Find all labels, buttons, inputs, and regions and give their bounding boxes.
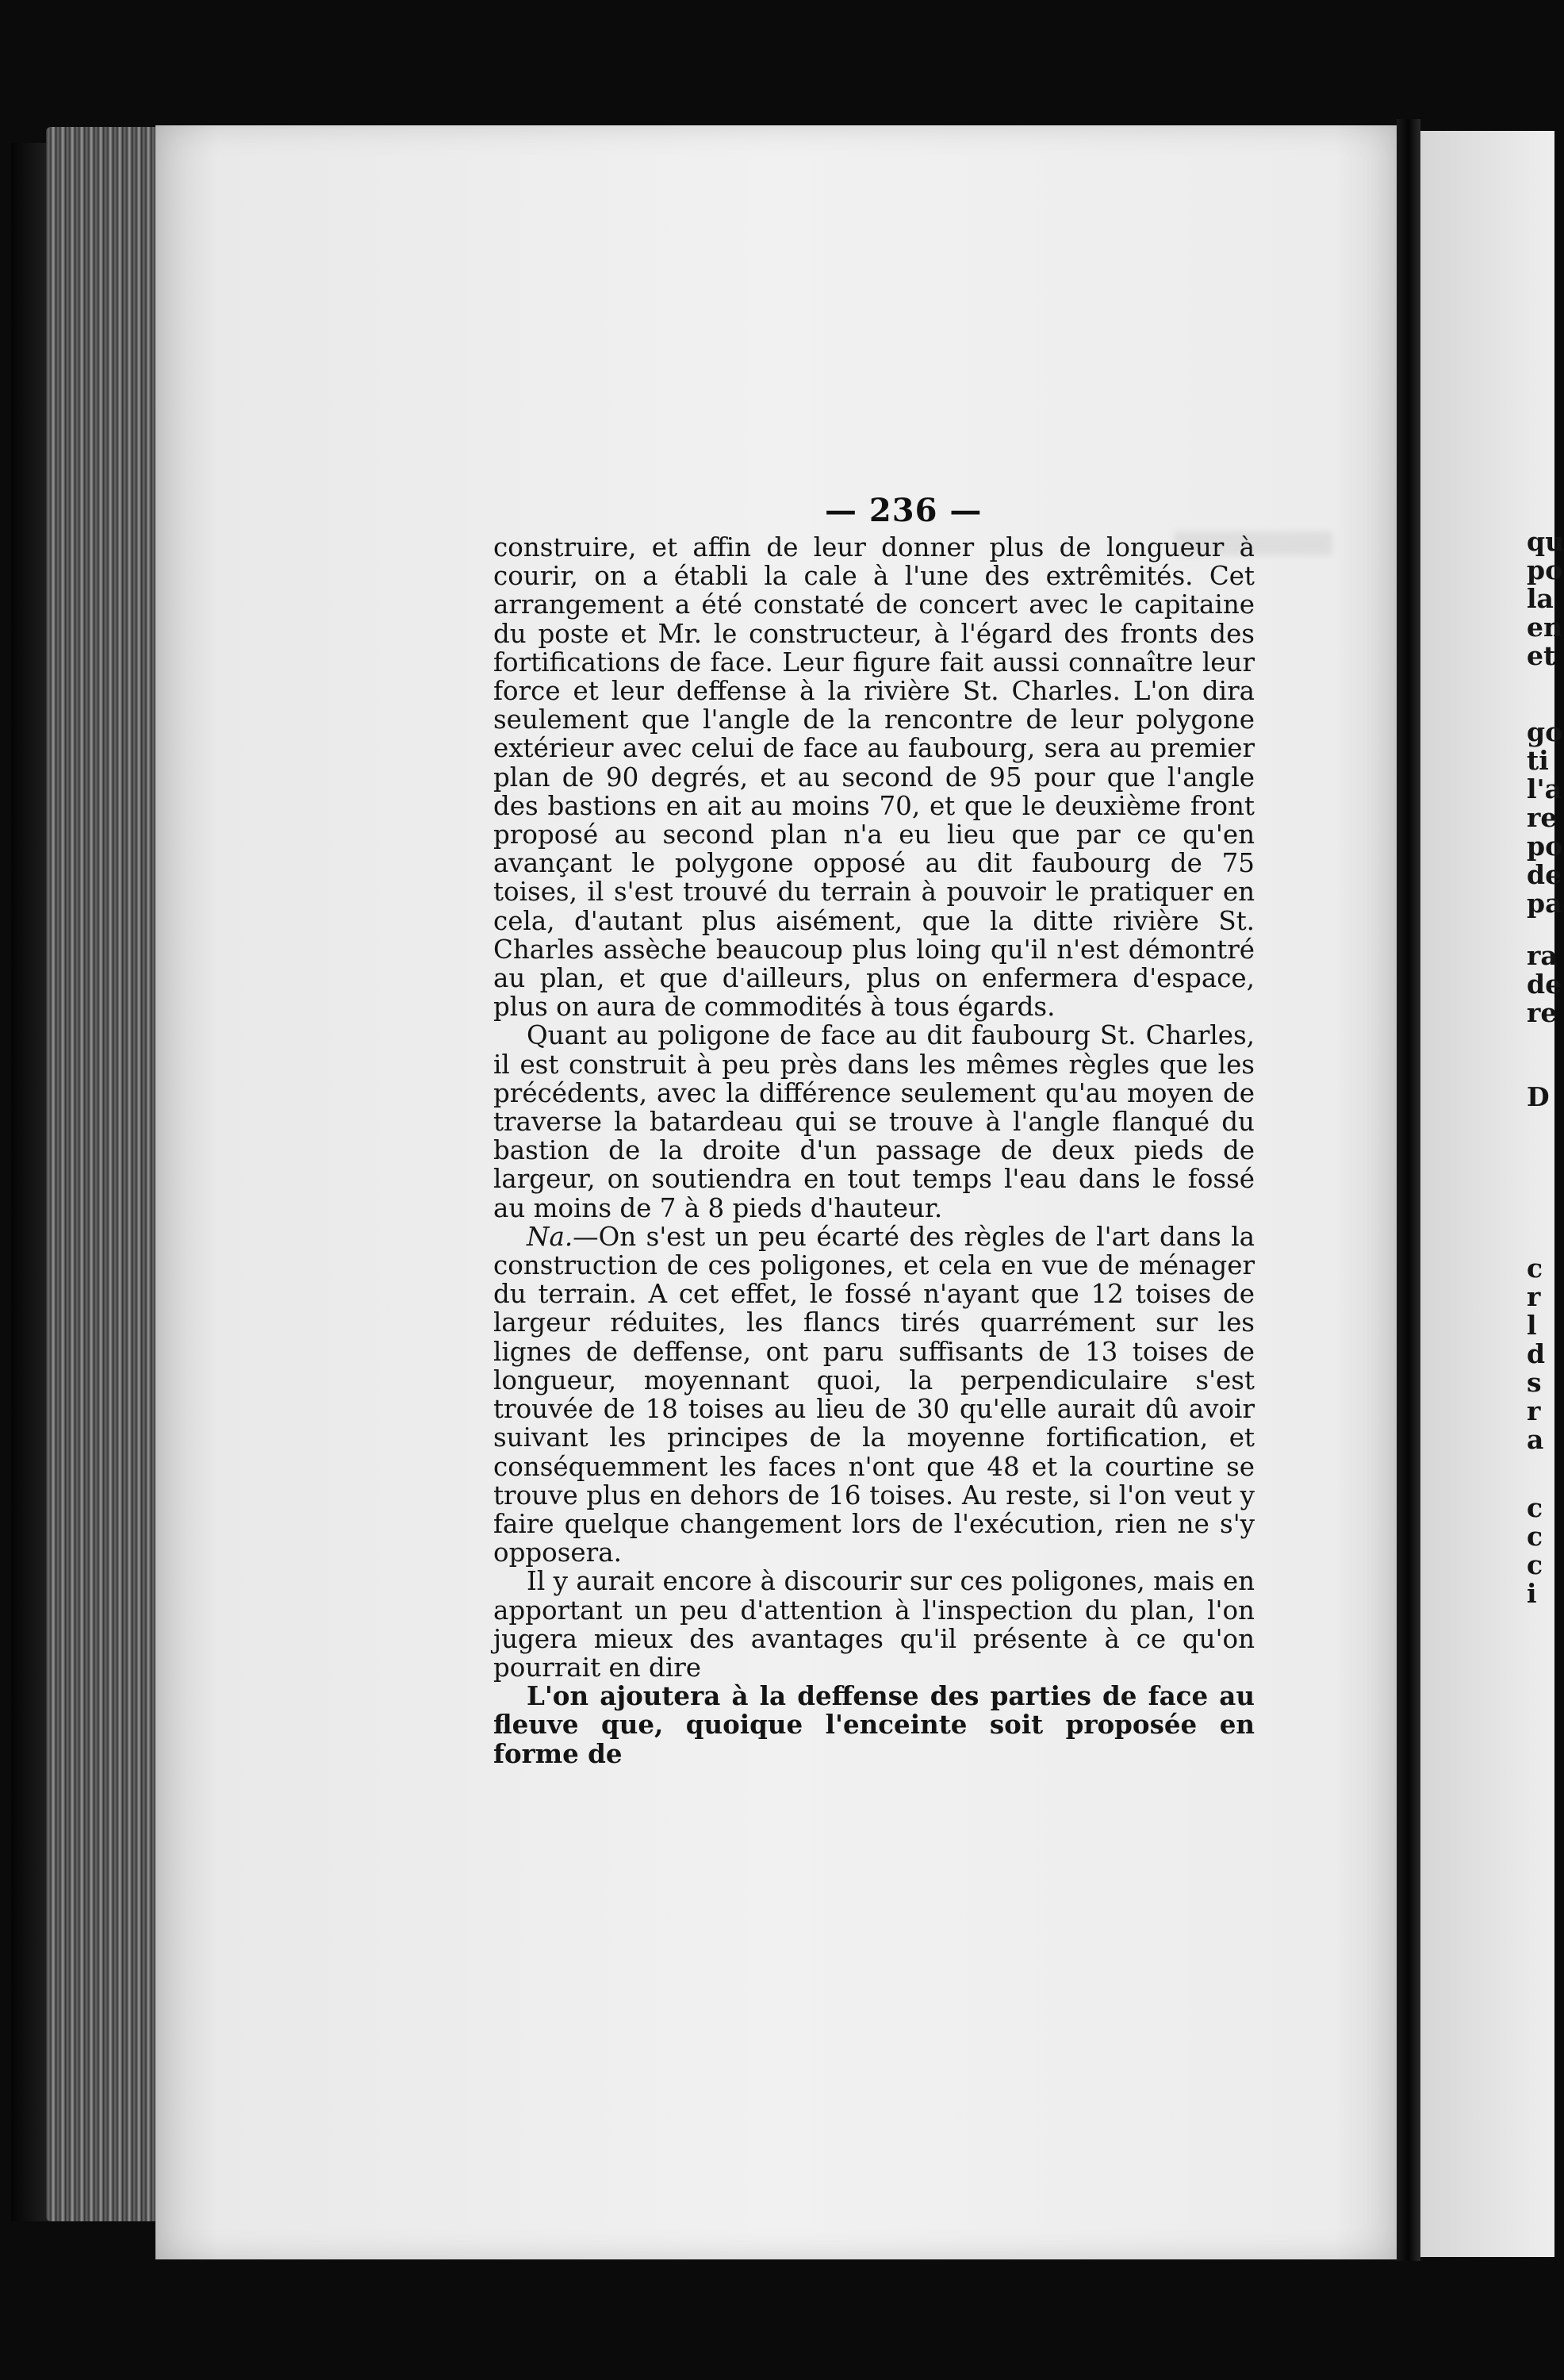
fragment-line: ti	[1527, 745, 1549, 776]
fragment-line: en	[1527, 612, 1562, 643]
fragment-line: r	[1527, 1281, 1541, 1312]
paragraph-3-text: —On s'est un peu écarté des règles de l'art dans la construction de ces poligones, et cela en vue de ménager du terrain. A cet effet, le fossé n'ayant que 12 toises de largeur réduites, les flancs tirés quarrément sur les lignes de deffense, ont paru suffisants de 13 toises de longueur, moyennant quoi, la perpendiculaire s'est trouvée de 18 toises au lieu de 30 qu'elle aurait dû avoir suivant les principes de la moyenne fortification, et conséquemment les faces n'ont que 48 et la courtine se trouve plus en dehors de 16 toises. Au reste, si l'on veut y faire quelque changement lors de l'exécution, rien ne s'y opposera.	[493, 1221, 1255, 1568]
fragment-line: po	[1527, 555, 1563, 585]
paragraph-2: Quant au poligone de face au dit faubourg St. Charles, il est construit à peu près dans les mêmes règles que les précédents, avec la différence seulement qu'au moyen de traverse la batardeau qui se trouve à l'angle flanqué du bastion de la droite d'un passage de deux pieds de largeur, on soutiendra en tout temps l'eau dans le fossé au moins de 7 à 8 pieds d'hauteur.	[493, 1020, 1255, 1223]
fragment-line: la	[1527, 583, 1554, 614]
fragment-line: ra	[1527, 940, 1558, 971]
fragment-line: qu	[1527, 526, 1564, 557]
fragment-line: i	[1527, 1578, 1537, 1609]
paragraph-3	[493, 1223, 1255, 1567]
fragment-line: de	[1527, 969, 1562, 1000]
paragraph-4: Il y aurait encore à discourir sur ces poligones, mais en apportant un peu d'attention à l'inspection du plan, l'on jugera mieux des avantages qu'il présente à ce qu'on pourrait en dire	[493, 1566, 1255, 1683]
fragment-line: po	[1527, 831, 1563, 862]
body-text	[493, 533, 1255, 1768]
page-number: — 236 —	[825, 492, 983, 529]
fragment-line: d	[1527, 1338, 1546, 1369]
fragment-line: c	[1527, 1549, 1543, 1580]
fragment-line: D	[1527, 1081, 1550, 1112]
fragment-line: de	[1527, 859, 1562, 890]
book-page-edges	[46, 127, 165, 2221]
fragment-line: c	[1527, 1253, 1543, 1284]
fragment-line: c	[1527, 1492, 1543, 1523]
nota-label: Na.	[527, 1221, 573, 1252]
fragment-line: et	[1527, 640, 1556, 671]
facing-page-text-fragment	[1527, 526, 1564, 1609]
fragment-line: r	[1527, 1395, 1541, 1426]
fragment-line: c	[1527, 1521, 1543, 1552]
page-gutter	[1397, 119, 1420, 2261]
fragment-line: a	[1527, 1424, 1544, 1455]
fragment-line: l'a	[1527, 774, 1562, 804]
fragment-line: re	[1527, 997, 1558, 1028]
fragment-line: s	[1527, 1367, 1542, 1398]
paragraph-1: construire, et affin de leur donner plus de longueur à courir, on a établi la cale à l'une des extrêmités. Cet arrangement a été constaté de concert avec le capitaine du poste et Mr. le constructeur, à l'égard des fronts des fortifications de face. Leur figure fait aussi connaître leur force et leur deffense à la rivière St. Charles. L'on dira seulement que l'angle de la rencontre de leur polygone extérieur avec celui de face au faubourg, sera au premier plan de 90 degrés, et au second de 95 pour que l'angle des bastions en ait au moins 70, et que le deuxième front proposé au second plan n'a eu lieu que par ce qu'en avançant le polygone opposé au dit faubourg de 75 toises, il s'est trouvé du terrain à pouvoir le pratiquer en cela, d'autant plus aisément, que la ditte rivière St. Charles assèche beaucoup plus loing qu'il n'est démontré au plan, et que d'ailleurs, plus on enfermera d'espace, plus on aura de commodités à tous égards.	[493, 532, 1255, 1023]
fragment-line: go	[1527, 716, 1563, 747]
fragment-line: pa	[1527, 888, 1562, 919]
fragment-line: re	[1527, 802, 1558, 833]
fragment-line: l	[1527, 1310, 1537, 1341]
paragraph-5: L'on ajoutera à la deffense des parties de face au fleuve que, quoique l'enceinte soit proposée en forme de	[493, 1680, 1255, 1769]
